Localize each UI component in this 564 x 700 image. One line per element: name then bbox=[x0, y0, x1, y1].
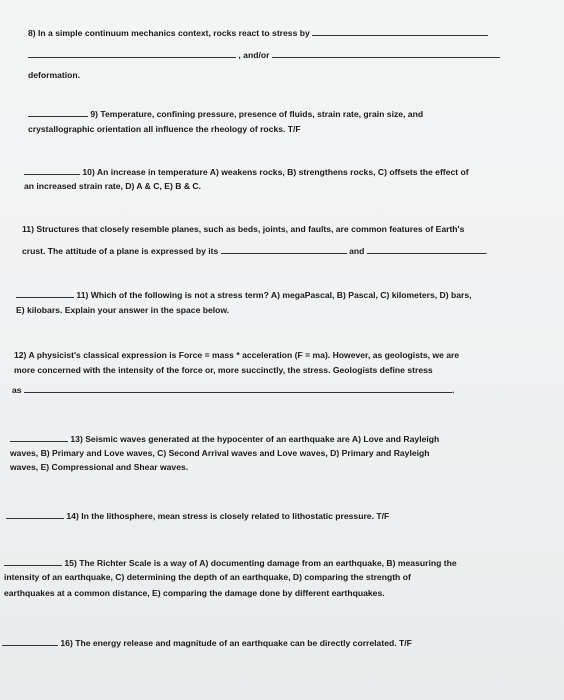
question-8-text-2: , and/or bbox=[238, 50, 270, 60]
question-13-text-3: waves, E) Compressional and Shear waves. bbox=[10, 462, 189, 472]
question-15-text-1: 15) The Richter Scale is a way of A) documenting damage from an earthquake, B) measuring the bbox=[64, 558, 457, 568]
answer-blank[interactable] bbox=[4, 556, 62, 566]
answer-blank[interactable] bbox=[221, 244, 347, 254]
question-11-text-3: and bbox=[349, 246, 365, 256]
period: . bbox=[451, 385, 455, 395]
question-9-text-1: 9) Temperature, confining pressure, presence of fluids, strain rate, grain size, and bbox=[90, 109, 424, 119]
question-13-text-1: 13) Seismic waves generated at the hypocenter of an earthquake are A) Love and Rayleigh bbox=[70, 434, 440, 444]
question-11b-text-2: E) kilobars. Explain your answer in the space below. bbox=[16, 305, 230, 315]
answer-blank[interactable] bbox=[2, 636, 58, 646]
question-15-text-3: earthquakes at a common distance, E) comparing the damage done by different earthquakes. bbox=[4, 588, 385, 598]
question-12-text-1: 12) A physicist's classical expression is Force = mass * acceleration (F = ma). However, as geologists, we are bbox=[14, 350, 460, 360]
question-12-text-2: more concerned with the intensity of the force or, more succinctly, the stress. Geologists define stress bbox=[14, 365, 433, 375]
question-9-text-2: crystallographic orientation all influence the rheology of rocks. T/F bbox=[28, 124, 301, 134]
question-14-text-1: 14) In the lithosphere, mean stress is closely related to lithostatic pressure. T/F bbox=[66, 511, 390, 521]
answer-blank[interactable] bbox=[28, 107, 88, 117]
answer-blank[interactable] bbox=[24, 383, 455, 395]
answer-blank[interactable] bbox=[10, 432, 68, 442]
question-11-text-1: 11) Structures that closely resemble planes, such as beds, joints, and faults, are common features of Earth's bbox=[22, 224, 465, 234]
answer-blank[interactable] bbox=[16, 288, 74, 298]
answer-blank[interactable] bbox=[28, 48, 236, 58]
answer-blank[interactable] bbox=[6, 509, 64, 519]
question-8-text-3: deformation. bbox=[28, 70, 81, 80]
question-11b-text-1: 11) Which of the following is not a stress term? A) megaPascal, B) Pascal, C) kilometers, D) bars, bbox=[76, 290, 472, 300]
period: . bbox=[484, 246, 488, 256]
question-11-text-2: crust. The attitude of a plane is expressed by its bbox=[22, 246, 219, 256]
question-13-text-2: waves, B) Primary and Love waves, C) Second Arrival waves and Love waves, D) Primary and Rayleigh bbox=[10, 448, 430, 458]
answer-blank[interactable] bbox=[312, 26, 488, 36]
answer-blank[interactable] bbox=[367, 244, 488, 256]
question-16-text-1: 16) The energy release and magnitude of an earthquake can be directly correlated. T/F bbox=[60, 638, 412, 648]
question-15-text-2: intensity of an earthquake, C) determining the depth of an earthquake, D) comparing the strength of bbox=[4, 572, 411, 582]
question-8-text-1: 8) In a simple continuum mechanics context, rocks react to stress by bbox=[28, 28, 310, 38]
question-10-text-1: 10) An increase in temperature A) weakens rocks, B) strengthens rocks, C) offsets the effect of bbox=[82, 167, 469, 177]
question-12-text-3: as bbox=[12, 385, 22, 395]
answer-blank[interactable] bbox=[272, 48, 500, 58]
answer-blank[interactable] bbox=[24, 165, 80, 175]
question-10-text-2: an increased strain rate, D) A & C, E) B & C. bbox=[24, 181, 202, 191]
